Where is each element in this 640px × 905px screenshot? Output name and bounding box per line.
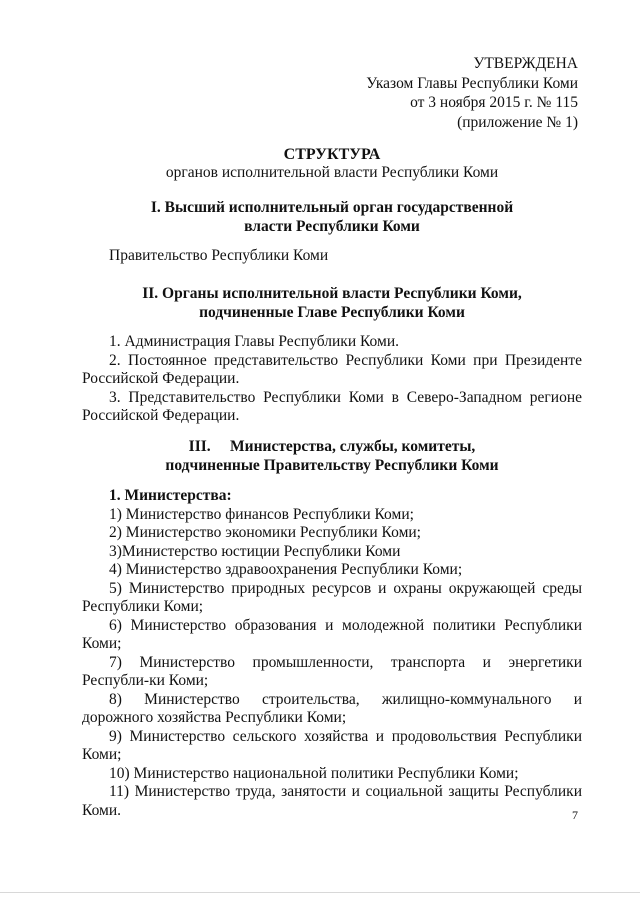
section-2-heading [82, 284, 582, 322]
list-item: 3. Представительство Республики Коми в Северо-Западном регионе Российской Федерации. [82, 388, 582, 424]
list-item: 3)Министерство юстиции Республики Коми [109, 542, 401, 560]
list-item: 2) Министерство экономики Республики Коми; [109, 524, 421, 541]
approval-stamp [366, 54, 578, 132]
list-item: 7) Министерство промышленности, транспорта и энергетики Республи-ки Коми; [82, 653, 582, 689]
section-3-heading-line-1: III. Министерства, службы, комитеты, [188, 438, 476, 455]
section-1-heading [82, 198, 582, 236]
list-item: 5) Министерство природных ресурсов и охраны окружающей среды Республики Коми; [82, 579, 582, 615]
section-3-subheading: 1. Министерства: [109, 487, 232, 504]
list-item: 10) Министерство национальной политики Республики Коми; [109, 764, 519, 782]
section-1-heading-line-2: власти Республики Коми [244, 218, 420, 235]
list-item: 4) Министерство здравоохранения Республики Коми; [109, 561, 463, 578]
section-3-heading [82, 437, 582, 475]
document-subtitle: органов исполнительной власти Республики Коми [165, 164, 499, 181]
section-2-heading-line-1: II. Органы исполнительной власти Республики Коми, [142, 285, 522, 302]
section-1-heading-line-1: I. Высший исполнительный орган государственной [150, 199, 514, 216]
approval-line-decree: Указом Главы Республики Коми [366, 74, 578, 92]
section-3-list [82, 487, 582, 820]
bottom-edge-rule [0, 892, 640, 893]
section-3-heading-line-2: подчиненные Правительству Республики Коми [165, 457, 499, 474]
approval-line-appendix: (приложение № 1) [457, 113, 578, 131]
section-2-heading-line-2: подчиненные Главе Республики Коми [199, 304, 465, 321]
approval-line-approved: УТВЕРЖДЕНА [473, 55, 578, 72]
approval-line-date: от 3 ноября 2015 г. № 115 [410, 94, 578, 111]
section-1-body [82, 247, 582, 266]
list-item: 6) Министерство образования и молодежной политики Республики Коми; [82, 616, 582, 652]
list-item: 8) Министерство строительства, жилищно-коммунального и дорожного хозяйства Республики Коми; [82, 690, 582, 726]
document-title: СТРУКТУРА [283, 146, 381, 163]
list-item: 9) Министерство сельского хозяйства и продовольствия Республики Коми; [82, 727, 582, 763]
section-1-text: Правительство Республики Коми [109, 247, 329, 264]
list-item: 1) Министерство финансов Республики Коми; [109, 505, 414, 523]
list-item: 1. Администрация Главы Республики Коми. [109, 333, 399, 350]
section-2-list [82, 333, 582, 426]
list-item: 2. Постоянное представительство Республики Коми при Президенте Российской Федерации. [82, 351, 582, 387]
page-number: 7 [572, 808, 578, 822]
list-item: 11) Министерство труда, занятости и социальной защиты Республики Коми. [82, 783, 582, 819]
